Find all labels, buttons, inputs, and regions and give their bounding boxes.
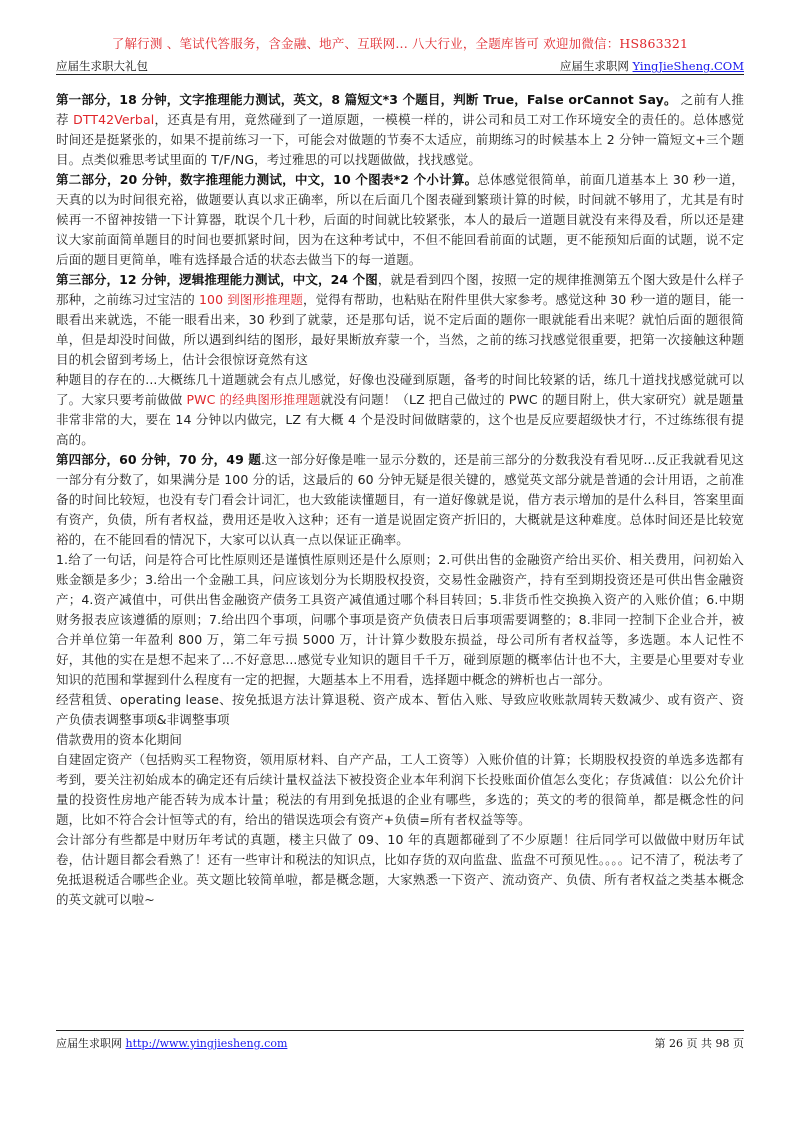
section-3-text-b: ，觉得有帮助，也粘贴在附件里供大家参考。感觉这种 30 秒一道的题目，能一眼看出来就选，不能一眼看出来，30 秒到了就蒙，还是那句话，说不定后面的题你一眼就能看出来呢？就怕后面的题很简单，但是却没时间做，所以遇到纠结的图形，最好果断放弃蒙一个，当然，之前的练习找感觉很重要，把第一次接触这种题目的机会留到考场上，估计会很惊讶竟然有这: [56, 292, 744, 367]
section-4-paragraph: [56, 450, 744, 550]
header-site-label: 应届生求职网: [559, 59, 633, 73]
footer-site: [56, 1035, 287, 1051]
continuation-highlight: PWC 的经典图形推理题: [186, 392, 321, 407]
footer-site-label: 应届生求职网: [56, 1037, 126, 1050]
section-1-heading: 第一部分，18 分钟，文字推理能力测试，英文，8 篇短文*3 个题目，判断 True，False orCannot Say。: [56, 92, 677, 107]
header-site: [560, 58, 744, 74]
section-3-continuation: [56, 370, 744, 450]
fixed-assets-paragraph: 自建固定资产（包括购买工程物资，领用原材料、自产产品，工人工资等）入账价值的计算；长期股权投资的单选多选都有考到，要关注初始成本的确定还有后续计量权益法下被投资企业本年利润下长投账面价值怎么变化；存货减值：以公允价计量的投资性房地产能否转为成本计量；税法的有用到免抵退的企业有哪些，多选的；英文的考的很简单，都是概念性的问题，比如不符合会计恒等式的有，给出的错误选项会有资产+负债=所有者权益等等。: [56, 752, 744, 827]
accounting-summary-paragraph: 会计部分有些都是中财历年考试的真题，楼主只做了 09、10 年的真题都碰到了不少原题！往后同学可以做做中财历年试卷，估计题目都会看熟了！还有一些审计和税法的知识点，比如存货的双向监盘、监盘不可预见性。。。。记不清了，税法考了免抵退税适合哪些企业。英文题比较简单啦，都是概念题，大家熟悉一下资产、流动资产、负债、所有者权益之类基本概念的英文就可以啦~: [56, 832, 744, 907]
section-3-text-a: ，就是看到四个图，按照一定的规律推测第五个图大致是什么样子那种，之前练习过宝洁的: [56, 272, 745, 307]
section-1-paragraph: [56, 90, 744, 170]
section-3-paragraph: [56, 270, 744, 370]
page-header: [56, 58, 744, 75]
continuation-text-a: 种题目的存在的...大概练几十道题就会有点儿感觉，好像也没碰到原题，备考的时间比较紧的话，练几十道找找感觉就可以了。大家只要考前做做: [56, 372, 744, 407]
section-3-highlight: 100 到图形推理题: [199, 292, 304, 307]
question-list-paragraph: 1.给了一句话，问是符合可比性原则还是谨慎性原则还是什么原则；2.可供出售的金融资产给出买价、相关费用，问初始入账金额是多少；3.给出一个金融工具，问应该划分为长期股权投资，交易性金融资产，持有至到期投资还是可供出售金融资产；4.资产减值中，可供出售金融资产债务工具资产减值通过哪个科目转回；5.非货币性交换换入资产的入账价值；6.中期财务报表应该遵循的原则；7.给出四个事项，问哪个事项是资产负债表日后事项需要调整的；8.非同一控制下企业合并，被合并单位第一年盈利 800 万，第二年亏损 5000 万，计计算少数股东损益，母公司所有者权益等，多选题。本人记性不好，其他的实在是想不起来了...不好意思...感觉专业知识的题目千千万，碰到原题的概率估计也不大，主要是心里要对专业知识的范围和掌握到什么程度有一定的把握，大题基本上不用看，选择题中概念的辨析也占一部分。: [56, 552, 744, 687]
section-3-heading: 第三部分，12 分钟，逻辑推理能力测试，中文，24 个图: [56, 272, 378, 287]
section-1-text-b: ，还真是有用，竟然碰到了一道原题，一模模一样的，讲公司和员工对工作环境安全的责任的。总体感觉时间还是挺紧张的，如果不提前练习一下，可能会对做题的节奏不太适应，前期练习的时候基本上 2 分钟一篇短文+三个题目。点类似雅思考试里面的 T/F/NG，考过雅思的可以找题做做，找找感觉。: [56, 112, 744, 167]
page-number: 第 26 页 共 98 页: [654, 1037, 744, 1050]
header-site-link[interactable]: YingJieSheng.COM: [632, 59, 744, 73]
section-2-text: 总体感觉很简单，前面几道基本上 30 秒一道，天真的以为时间很充裕，做题要认真以求正确率，所以在后面几个图表碰到繁琐计算的时候，时间就不够用了，尤其是有时候再一不留神按错一下计算器，耽误个几十秒，后面的时间就比较紧张，本人的最后一道题目就没有来得及看，所以还是建议大家前面简单题目的时间也要抓紧时间，因为在这种考试中，不但不能回看前面的试题，更不能预知后面的试题，说不定后面的题目更简单，唯有选择最合适的状态去做当下的每一道题。: [56, 172, 745, 267]
keywords-paragraph: 经营租赁、operating lease、按免抵退方法计算退税、资产成本、暂估入账、导致应收账款周转天数减少、或有资产、资产负债表调整事项&非调整事项: [56, 692, 744, 727]
top-advertisement: 了解行测 、笔试代答服务，含金融、地产、互联网... 八大行业，全题库皆可 欢迎加微信：HS863321: [111, 36, 689, 51]
continuation-text-b: 就没有问题！（LZ 把自己做过的 PWC 的题目附上，供大家研究）就是题量非常非常的大，要在 14 分钟以内做完，LZ 有大概 4 个是没时间做瞎蒙的，这个也是反应要超级快才行，不过练练很有提高的。: [56, 392, 744, 447]
header-title: 应届生求职大礼包: [56, 59, 148, 73]
section-4-text: .这一部分好像是唯一显示分数的，还是前三部分的分数我没有看见呀...反正我就看见这一部分有分数了，如果满分是 100 分的话，这最后的 60 分钟无疑是很关键的，感觉英文部分就是普通的会计用语，之前准备的时间比较短，也没有专门看会计词汇，也大致能读懂题目，有一道好像就是说，借方表示增加的是什么科目，答案里面有资产，负债，所有者权益，费用还是收入这种；还有一道是说固定资产折旧的，大概就是这种难度。总体时间还是比较宽裕的，在不能回看的情况下，大家可以认真一点以保证正确率。: [56, 452, 744, 547]
section-1-highlight: DTT42Verbal: [73, 112, 155, 127]
page-footer: [56, 1030, 744, 1052]
section-2-paragraph: [56, 170, 744, 270]
section-1-text-a: 之前有人推荐: [56, 92, 745, 127]
section-2-heading: 第二部分，20 分钟，数字推理能力测试，中文，10 个图表*2 个小计算。: [56, 172, 478, 187]
borrowing-cost-paragraph: 借款费用的资本化期间: [56, 732, 183, 747]
section-4-heading: 第四部分，60 分钟，70 分，49 题: [56, 452, 261, 467]
document-body: [56, 90, 744, 910]
footer-site-link[interactable]: http://www.yingjiesheng.com: [125, 1037, 288, 1050]
